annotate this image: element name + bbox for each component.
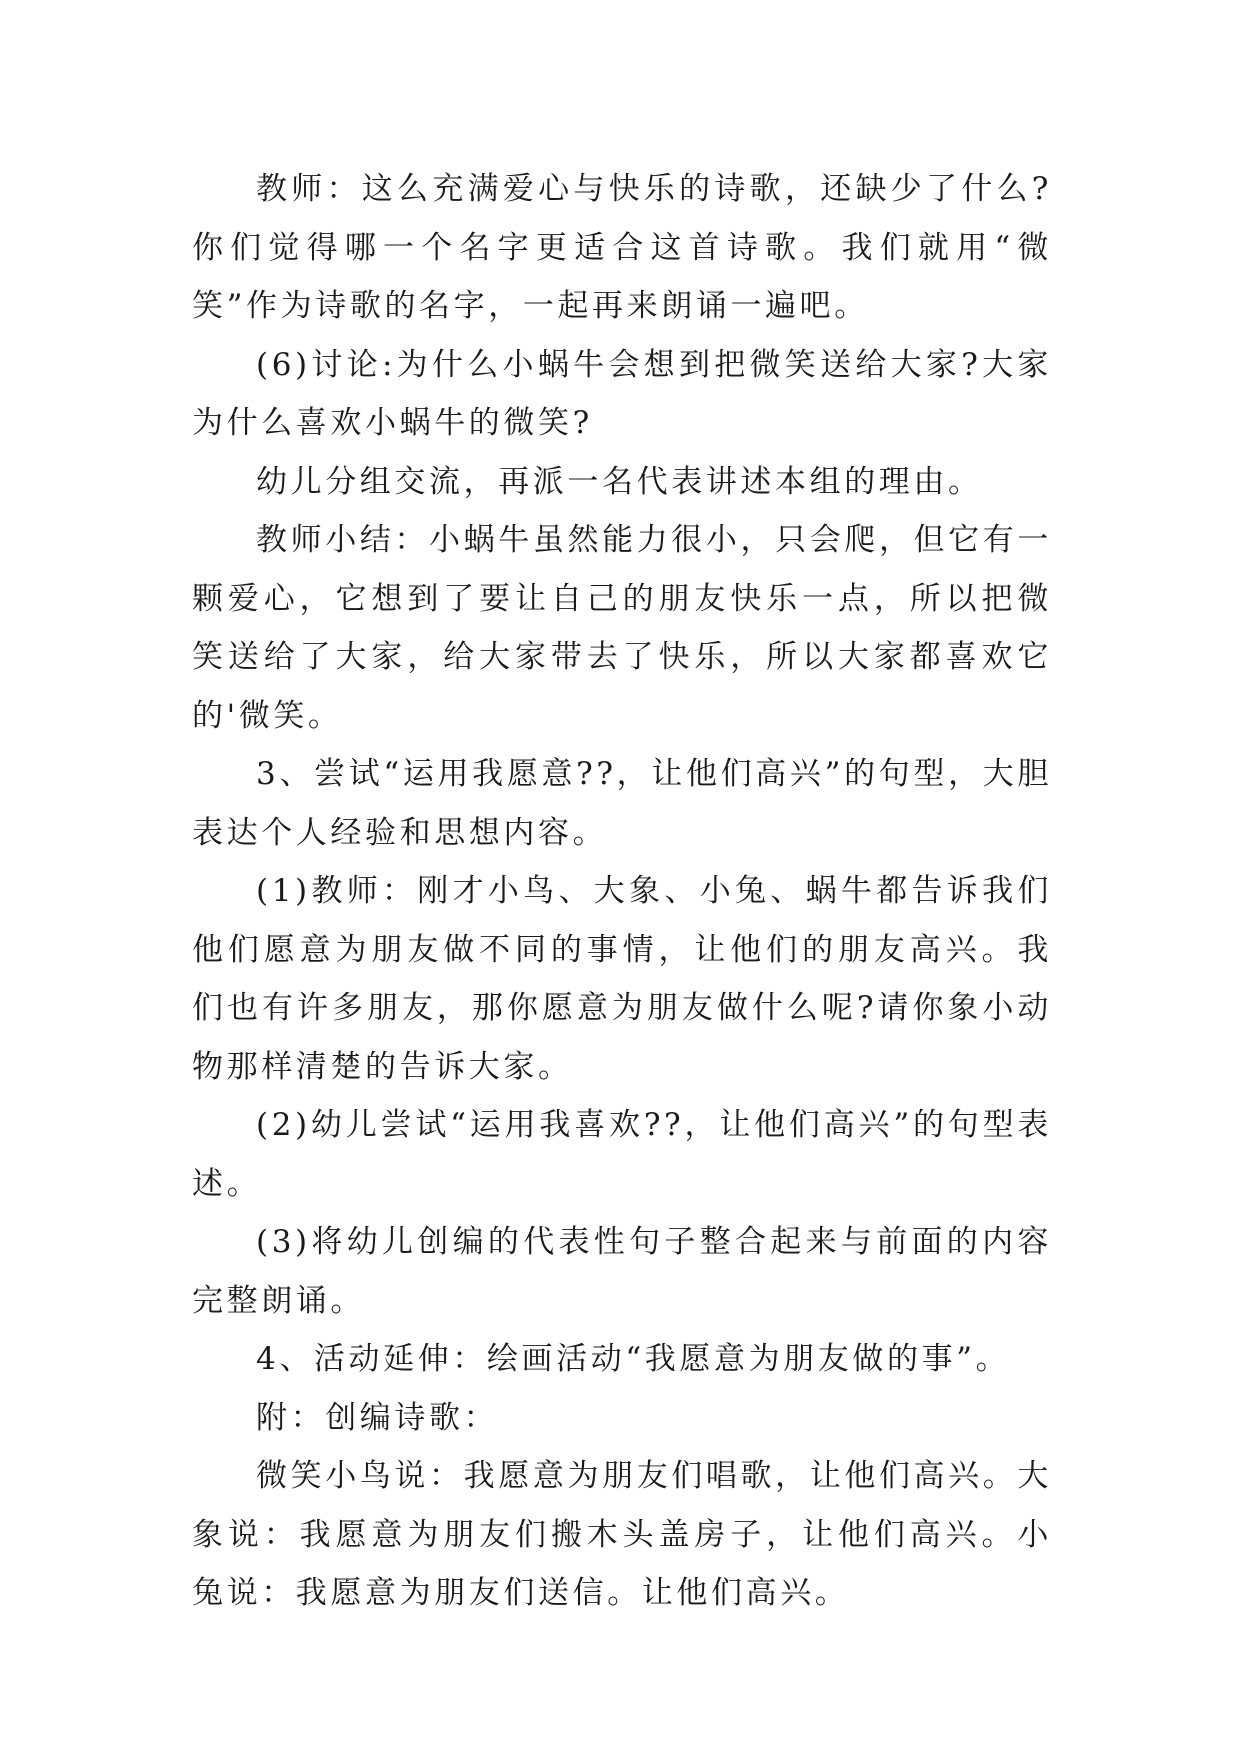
paragraph-step-3-1: (1)教师：刚才小鸟、大象、小兔、蜗牛都告诉我们他们愿意为朋友做不同的事情，让他们的朋友高兴。我们也有许多朋友，那你愿意为朋友做什么呢?请你象小动物那样清楚的告诉大家。 — [192, 873, 1052, 1085]
paragraph-step-3-2: (2)幼儿尝试“运用我喜欢??，让他们高兴”的句型表述。 — [192, 1107, 1052, 1202]
paragraph-group-exchange: 幼儿分组交流，再派一名代表讲述本组的理由。 — [256, 463, 983, 500]
paragraph-appendix-heading: 附：创编诗歌： — [256, 1399, 499, 1436]
paragraph-step-3-3: (3)将幼儿创编的代表性句子整合起来与前面的内容完整朗诵。 — [192, 1224, 1052, 1319]
paragraph-discussion: (6)讨论:为什么小蜗牛会想到把微笑送给大家?大家为什么喜欢小蜗牛的微笑? — [192, 346, 1052, 441]
paragraph-teacher-question: 教师：这么充满爱心与快乐的诗歌，还缺少了什么?你们觉得哪一个名字更适合这首诗歌。我们就用“微笑”作为诗歌的名字，一起再来朗诵一遍吧。 — [192, 171, 1052, 324]
document-body — [192, 160, 1052, 1623]
paragraph-step-4: 4、活动延伸：绘画活动“我愿意为朋友做的事”。 — [256, 1341, 1011, 1377]
paragraph-appendix-poem: 微笑小鸟说：我愿意为朋友们唱歌，让他们高兴。大象说：我愿意为朋友们搬木头盖房子，让他们高兴。小兔说：我愿意为朋友们送信。让他们高兴。 — [192, 1458, 1052, 1611]
paragraph-step-3: 3、尝试“运用我愿意??，让他们高兴”的句型，大胆表达个人经验和思想内容。 — [192, 756, 1052, 851]
paragraph-teacher-summary: 教师小结：小蜗牛虽然能力很小，只会爬，但它有一颗爱心，它想到了要让自己的朋友快乐一点，所以把微笑送给了大家，给大家带去了快乐，所以大家都喜欢它的'微笑。 — [192, 522, 1052, 734]
